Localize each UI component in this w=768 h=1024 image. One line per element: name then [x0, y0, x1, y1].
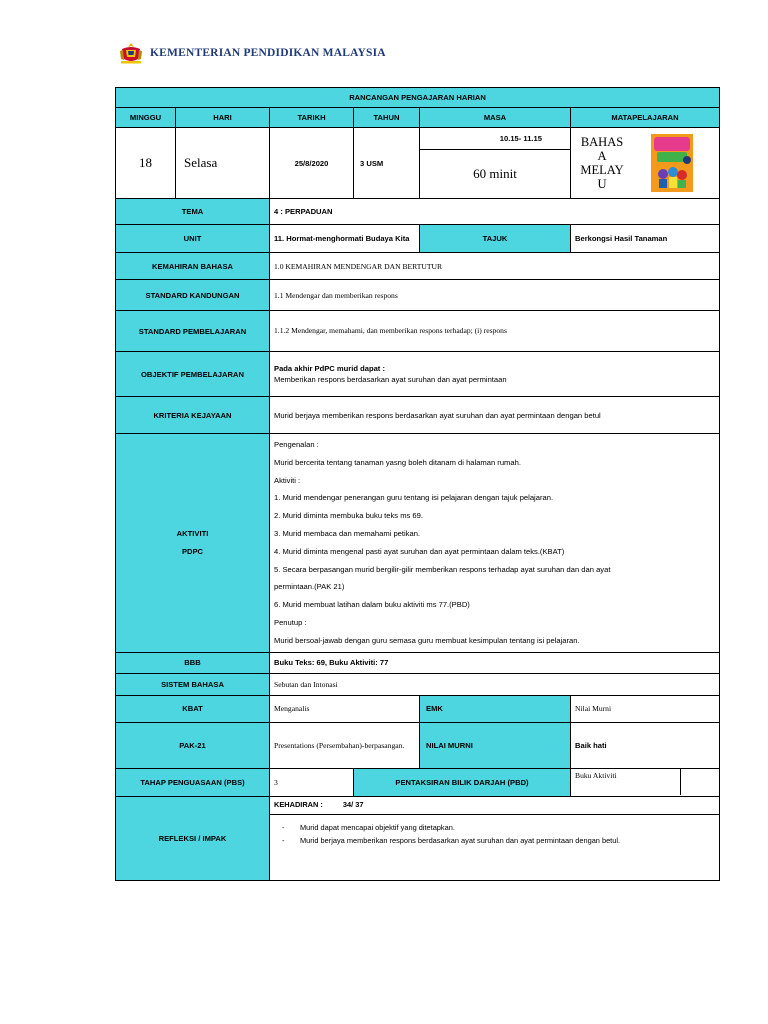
- tema-label: TEMA: [116, 199, 270, 225]
- objektif-label: OBJEKTIF PEMBELAJARAN: [116, 352, 270, 397]
- aktiviti-line: Murid bercerita tentang tanaman yasng boleh ditanam di halaman rumah.: [274, 457, 521, 467]
- ministry-name: KEMENTERIAN PENDIDIKAN MALAYSIA: [150, 47, 386, 59]
- pbd-label: PENTAKSIRAN BILIK DARJAH (PBD): [354, 768, 571, 796]
- refleksi-item: - Murid berjaya memberikan respons berdasarkan ayat suruhan dan ayat permintaan dengan betul.: [300, 834, 715, 847]
- col-minggu: MINGGU: [116, 108, 176, 128]
- refleksi-label: REFLEKSI / IMPAK: [116, 796, 270, 880]
- kemahiran-value: 1.0 KEMAHIRAN MENDENGAR DAN BERTUTUR: [270, 253, 720, 280]
- aktiviti-line: 1. Murid mendengar penerangan guru tentang isi pelajaran dengan tajuk pelajaran.: [274, 493, 554, 503]
- nilai-label: NILAI MURNI: [420, 722, 571, 768]
- sistem-label: SISTEM BAHASA: [116, 673, 270, 695]
- aktiviti-line: 3. Murid membaca dan memahami petikan.: [274, 528, 421, 538]
- kemahiran-label: KEMAHIRAN BAHASA: [116, 253, 270, 280]
- refleksi-value: [270, 796, 720, 880]
- aktiviti-line: Murid bersoal-jawab dengan guru semasa guru membuat kesimpulan tentang isi pelajaran.: [274, 635, 580, 645]
- kriteria-value: Murid berjaya memberikan respons berdasarkan ayat suruhan dan ayat permintaan dengan betul: [270, 397, 720, 434]
- tahun-value: 3 USM: [354, 128, 420, 199]
- tahap-value: 3: [270, 768, 354, 796]
- unit-label: UNIT: [116, 225, 270, 253]
- col-matapelajaran: MATAPELAJARAN: [571, 108, 720, 128]
- sp-value: 1.1.2 Mendengar, memahami, dan memberikan respons terhadap; (i) respons: [270, 311, 720, 352]
- sk-value: 1.1 Mendengar dan memberikan respons: [270, 280, 720, 311]
- kriteria-label: KRITERIA KEJAYAAN: [116, 397, 270, 434]
- pbd-value-cell: [571, 768, 720, 796]
- matapelajaran-cell: [571, 128, 720, 199]
- bbb-label: BBB: [116, 652, 270, 673]
- tarikh-value: 25/8/2020: [270, 128, 354, 199]
- aktiviti-line: permintaan.(PAK 21): [274, 582, 345, 592]
- kehadiran: KEHADIRAN : 34/ 37: [270, 797, 719, 815]
- sk-label: STANDARD KANDUNGAN: [116, 280, 270, 311]
- aktiviti-line: 4. Murid diminta mengenal pasti ayat suruhan dan ayat permintaan dalam teks.(KBAT): [274, 546, 565, 556]
- emk-value: Nilai Murni: [571, 695, 720, 722]
- sistem-value: Sebutan dan Intonasi: [270, 673, 720, 695]
- aktiviti-line: 5. Secara berpasangan murid bergilir-gilir memberikan respons terhadap ayat suruhan dan dan ayat: [274, 564, 611, 574]
- page-header: [118, 40, 386, 66]
- minggu-value: 18: [116, 128, 176, 199]
- masa-cell: [420, 128, 571, 199]
- pak21-label: PAK-21: [116, 722, 270, 768]
- matapelajaran-value: BAHAS A MELAY U: [580, 135, 624, 191]
- aktiviti-label: AKTIVITI PDPC: [116, 434, 270, 653]
- col-tahun: TAHUN: [354, 108, 420, 128]
- pbd-value: Buku Aktiviti: [571, 769, 681, 795]
- objektif-value: Pada akhir PdPC murid dapat : Memberikan respons berdasarkan ayat suruhan dan ayat permintaan: [270, 352, 720, 397]
- kbat-label: KBAT: [116, 695, 270, 722]
- pbd-empty: [681, 769, 719, 795]
- aktiviti-line: 2. Murid diminta membuka buku teks ms 69.: [274, 511, 423, 521]
- aktiviti-line: Pengenalan :: [274, 440, 319, 449]
- tema-value: 4 : PERPADUAN: [270, 199, 720, 225]
- masa-time: 10.15- 11.15: [420, 128, 570, 150]
- aktiviti-line: Aktiviti :: [274, 475, 301, 485]
- aktiviti-line: 6. Murid membuat latihan dalam buku aktiviti ms 77.(PBD): [274, 600, 470, 610]
- masa-duration: 60 minit: [473, 166, 517, 181]
- malaysia-crest-icon: [118, 41, 144, 65]
- emk-label: EMK: [420, 695, 571, 722]
- kbat-value: Menganalis: [270, 695, 420, 722]
- unit-value: 11. Hormat-menghormati Budaya Kita: [270, 225, 420, 253]
- col-masa: MASA: [420, 108, 571, 128]
- col-hari: HARI: [176, 108, 270, 128]
- tajuk-value: Berkongsi Hasil Tanaman: [571, 225, 720, 253]
- pak21-value: Presentations (Persembahan)-berpasangan.: [270, 722, 420, 768]
- aktiviti-line: Penutup :: [274, 617, 307, 627]
- hari-value: Selasa: [176, 128, 270, 199]
- tajuk-label: TAJUK: [420, 225, 571, 253]
- lesson-plan-table: [115, 87, 720, 881]
- nilai-value: Baik hati: [571, 722, 720, 768]
- sp-label: STANDARD PEMBELAJARAN: [116, 311, 270, 352]
- table-title: RANCANGAN PENGAJARAN HARIAN: [116, 88, 720, 108]
- col-tarikh: TARIKH: [270, 108, 354, 128]
- refleksi-item: - Murid dapat mencapai objektif yang ditetapkan.: [300, 821, 715, 834]
- tahap-label: TAHAP PENGUASAAN (PBS): [116, 768, 270, 796]
- textbook-cover-icon: [651, 134, 693, 192]
- aktiviti-value: [270, 434, 720, 653]
- bbb-value: Buku Teks: 69, Buku Aktiviti: 77: [270, 652, 720, 673]
